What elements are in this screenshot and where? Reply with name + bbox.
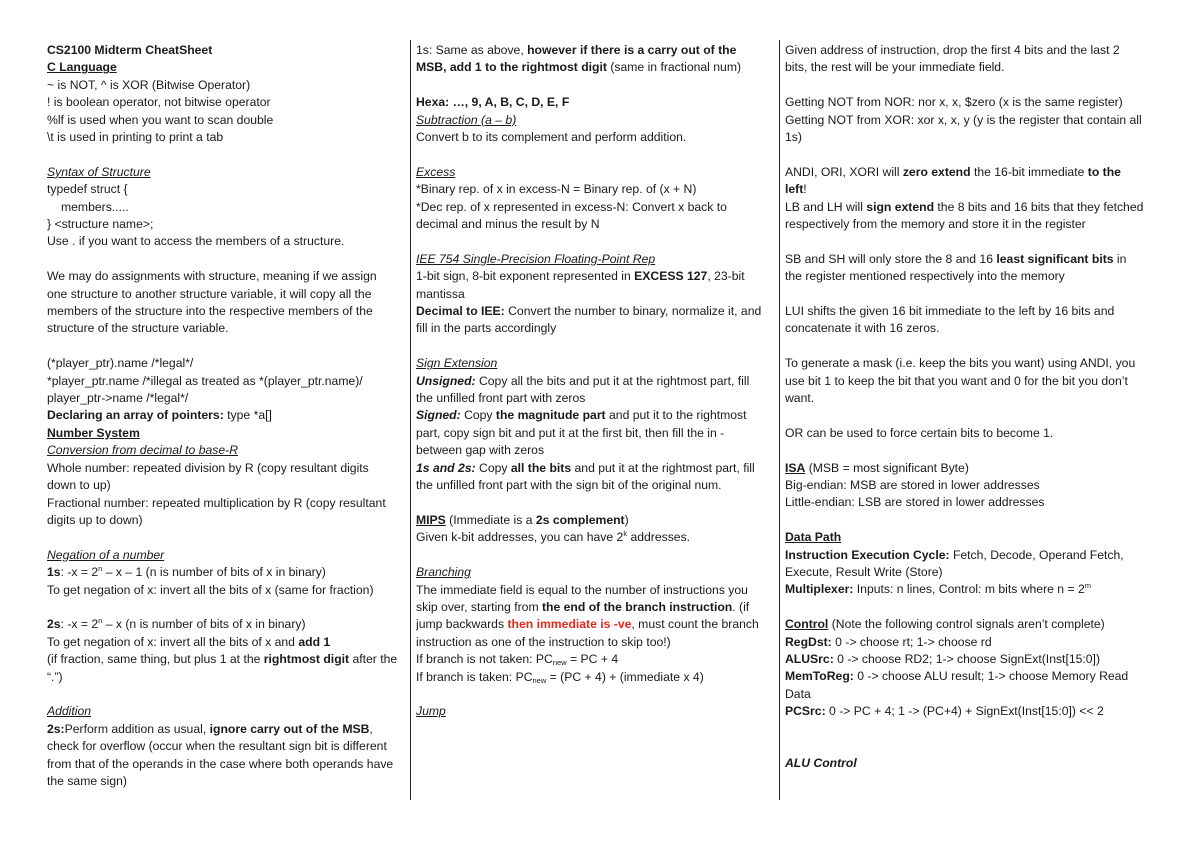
- ones-addition-paragraph: [416, 42, 766, 77]
- add-2s-emphasis: ignore carry out of the MSB: [209, 721, 370, 736]
- spacer: [785, 146, 1145, 163]
- not-from-nor-note: Getting NOT from NOR: nor x, x, $zero (x is the same register): [785, 95, 1123, 110]
- ones-twos-label: 1s and 2s:: [416, 460, 476, 475]
- dec-to-iee-label: Decimal to IEE:: [416, 304, 505, 319]
- regdst-text: 0 -> choose rt; 1-> choose rd: [831, 634, 992, 649]
- k-bit-addresses-note: [416, 529, 766, 546]
- column-divider-1: [410, 40, 411, 800]
- spacer: [47, 338, 400, 355]
- branching-heading: Branching: [416, 565, 471, 580]
- spacer: [785, 286, 1145, 303]
- iee-part: , 23-bit mantissa: [416, 269, 745, 301]
- ones-twos-part: Copy: [475, 460, 511, 475]
- decimal-to-iee-note: [416, 303, 766, 338]
- twos-invert-note: [47, 634, 400, 651]
- taken-part: = (PC + 4) + (immediate x 4): [546, 669, 704, 684]
- ones-exponent: n: [98, 564, 103, 574]
- sb-emphasis: least significant bits: [996, 251, 1114, 266]
- lb-part: the 8 bits and 16 bits that they fetched respectively from the memory and store it in the register: [785, 199, 1144, 232]
- andi-part: !: [803, 182, 807, 197]
- conversion-heading: Conversion from decimal to base-R: [47, 443, 239, 458]
- spacer: [416, 686, 766, 703]
- hexa-line: Hexa: …, 9, A, B, C, D, E, F: [416, 95, 570, 110]
- spacer: [416, 233, 766, 250]
- twos-label: 2s: [47, 617, 61, 632]
- mux-text: Inputs: n lines, Control: m bits where n = 2: [853, 582, 1085, 597]
- lui-note: LUI shifts the given 16 bit immediate to the left by 16 bits and concatenate it with 16 zeros.: [785, 304, 1115, 336]
- isa-note: (MSB = most significant Byte): [805, 460, 969, 475]
- andi-part: ANDI, ORI, XORI will: [785, 164, 903, 179]
- pcsrc-signal: [785, 703, 1145, 720]
- isa-heading-line: [785, 460, 1145, 477]
- spacer: [785, 442, 1145, 459]
- mux-exponent: m: [1084, 581, 1091, 591]
- branching-emphasis: the end of the branch instruction: [541, 599, 733, 614]
- unsigned-note: [416, 373, 766, 408]
- addition-heading: Addition: [47, 704, 92, 719]
- control-heading-line: [785, 616, 1145, 633]
- subtraction-heading: Subtraction (a – b): [416, 112, 517, 127]
- column-2: [416, 42, 766, 802]
- branching-part: The immediate field is equal to the number of instructions you skip over, starting from: [416, 582, 748, 614]
- not-xor-note: ~ is NOT, ^ is XOR (Bitwise Operator): [47, 77, 251, 92]
- kbit-part: addresses.: [627, 530, 691, 545]
- alu-control-heading: ALU Control: [785, 756, 857, 771]
- twos-frac-part: after the “.”): [47, 652, 398, 684]
- ones-complement-formula: [47, 564, 400, 581]
- sb-part: in the register mentioned respectively into the memory: [785, 251, 1127, 284]
- signed-emphasis: the magnitude part: [495, 408, 606, 423]
- negation-heading: Negation of a number: [47, 547, 165, 562]
- multiplexer-note: [785, 581, 1145, 598]
- andi-emphasis: zero extend: [902, 164, 971, 179]
- signed-part: and put it to the rightmost part, copy sign bit and put it at the first bit, then fill the in - between gap with zeros: [416, 408, 747, 458]
- not-from-xor-note: Getting NOT from XOR: xor x, x, y (y is the register that contain all 1s): [785, 112, 1142, 145]
- ones-add-part: (same in fractional num): [606, 60, 742, 75]
- little-endian-note: Little-endian: LSB are stored in lower addresses: [785, 495, 1045, 510]
- boolean-operator-note: ! is boolean operator, not bitwise operator: [47, 95, 271, 110]
- alusrc-signal: [785, 651, 1145, 668]
- control-heading: Control: [785, 617, 829, 632]
- spacer: [416, 495, 766, 512]
- tab-print-note: \t is used in printing to print a tab: [47, 130, 224, 145]
- spacer: [47, 146, 400, 163]
- twos-formula-part: : -x = 2: [60, 617, 99, 632]
- column-3: [785, 42, 1145, 802]
- number-system-heading: Number System: [47, 425, 140, 440]
- sb-part: SB and SH will only store the 8 and 16: [785, 251, 997, 266]
- alusrc-text: 0 -> choose RD2; 1-> choose SignExt(Inst[15:0]): [833, 652, 1100, 667]
- iee-part: 1-bit sign, 8-bit exponent represented in: [416, 269, 635, 284]
- column-1: [47, 42, 400, 802]
- excess-decimal-note: *Dec rep. of x represented in excess-N: Convert x back to decimal and minus the result by N: [416, 199, 727, 232]
- mux-label: Multiplexer:: [785, 582, 854, 597]
- spacer: [785, 233, 1145, 250]
- ones-formula-part: : -x = 2: [60, 565, 99, 580]
- array-pointers-value: type *a[]: [223, 408, 272, 423]
- branching-paragraph: [416, 582, 766, 652]
- ones-add-emphasis: however if there is a carry out of the MSB, add 1 to the rightmost digit: [416, 43, 737, 75]
- spacer: [785, 77, 1145, 94]
- iec-text: Fetch, Decode, Operand Fetch, Execute, Result Write (Store): [785, 547, 1124, 580]
- unsigned-text: Copy all the bits and put it at the rightmost part, fill the unfilled front part with zeros: [416, 373, 750, 406]
- ones-label: 1s: [47, 565, 61, 580]
- kbit-part: Given k-bit addresses, you can have 2: [416, 530, 624, 545]
- excess-binary-note: *Binary rep. of x in excess-N = Binary rep. of (x + N): [416, 182, 697, 197]
- not-taken-part: = PC + 4: [566, 652, 619, 667]
- lb-emphasis: sign extend: [866, 199, 935, 214]
- iee-emphasis: EXCESS 127: [634, 269, 708, 284]
- subtraction-note: Convert b to its complement and perform addition.: [416, 130, 687, 145]
- ones-twos-emphasis: all the bits: [510, 460, 572, 475]
- spacer: [47, 599, 400, 616]
- memtoreg-text: 0 -> choose ALU result; 1-> choose Memory Read Data: [785, 669, 1129, 701]
- kbit-exponent: k: [623, 529, 628, 539]
- whole-number-note: Whole number: repeated division by R (copy resultant digits down to up): [47, 460, 369, 493]
- fractional-number-note: Fractional number: repeated multiplication by R (copy resultant digits up to down): [47, 495, 386, 527]
- lb-part: LB and LH will: [785, 199, 867, 214]
- c-language-heading: C Language: [47, 60, 117, 75]
- syntax-structure-heading: Syntax of Structure: [47, 164, 151, 179]
- isa-heading: ISA: [785, 460, 806, 475]
- page-title: CS2100 Midterm CheatSheet: [47, 43, 213, 57]
- iee-format-note: [416, 268, 766, 303]
- andi-emphasis: to the left: [785, 164, 1121, 197]
- signed-note: [416, 407, 766, 459]
- regdst-label: RegDst:: [785, 634, 832, 649]
- big-endian-note: Big-endian: MSB are stored in lower addresses: [785, 478, 1040, 493]
- branching-part: , must count the branch instruction as one of the instruction to skip too!): [416, 617, 759, 649]
- twos-frac-emphasis: rightmost digit: [263, 652, 350, 667]
- taken-part: If branch is taken: PC: [416, 669, 533, 684]
- twos-fraction-note: [47, 651, 400, 686]
- twos-formula-part: – x (n is number of bits of x in binary): [102, 617, 306, 632]
- spacer: [416, 338, 766, 355]
- ptr-illegal-line: *player_ptr.name /*illegal as treated as *(player_ptr.name)/: [47, 373, 363, 388]
- spacer: [416, 146, 766, 163]
- spacer: [785, 338, 1145, 355]
- pcsrc-text: 0 -> PC + 4; 1 -> (PC+4) + SignExt(Inst[15:0]) << 2: [825, 704, 1104, 719]
- mips-part: ): [624, 512, 629, 527]
- twos-complement-formula: [47, 616, 400, 633]
- array-pointers-line: [47, 407, 400, 424]
- dot-access-note: Use . if you want to access the members of a structure.: [47, 234, 345, 249]
- data-path-heading: Data Path: [785, 530, 842, 545]
- branch-taken-formula: [416, 669, 766, 686]
- branch-not-taken-formula: [416, 651, 766, 668]
- spacer: [785, 512, 1145, 529]
- ones-formula-part: – x – 1 (n is number of bits of x in binary): [102, 565, 326, 580]
- taken-subscript: new: [532, 675, 547, 685]
- jump-description: Given address of instruction, drop the first 4 bits and the last 2 bits, the rest will be your immediate field.: [785, 43, 1120, 75]
- twos-invert-part: To get negation of x: invert all the bits of x and: [47, 634, 299, 649]
- signed-label: Signed:: [416, 408, 461, 423]
- mips-part: (Immediate is a: [445, 512, 536, 527]
- spacer: [47, 686, 400, 703]
- andi-extend-note: [785, 164, 1145, 199]
- not-taken-subscript: new: [552, 658, 567, 668]
- struct-name-line: } <structure name>;: [47, 217, 154, 232]
- typedef-line: typedef struct {: [47, 182, 128, 197]
- alusrc-label: ALUSrc:: [785, 652, 834, 667]
- ones-add-part: 1s: Same as above,: [416, 43, 528, 57]
- twos-exponent: n: [98, 616, 103, 626]
- mips-heading: MIPS: [416, 512, 446, 527]
- members-line: members.....: [61, 199, 129, 214]
- not-taken-part: If branch is not taken: PC: [416, 652, 553, 667]
- mips-emphasis: 2s complement: [535, 512, 625, 527]
- twos-invert-emphasis: add 1: [298, 634, 331, 649]
- spacer: [785, 738, 1145, 755]
- ones-twos-extension-note: [416, 460, 766, 495]
- spacer: [416, 77, 766, 94]
- spacer: [785, 599, 1145, 616]
- spacer: [785, 721, 1145, 738]
- signed-part: Copy: [460, 408, 496, 423]
- execution-cycle-note: [785, 547, 1145, 582]
- add-2s-part: , check for overflow (occur when the resultant sign bit is different from that of the operands in the case where both operands have the same sign): [47, 721, 394, 788]
- iec-label: Instruction Execution Cycle:: [785, 547, 950, 562]
- pcsrc-label: PCSrc:: [785, 704, 826, 719]
- andi-part: the 16-bit immediate: [970, 164, 1088, 179]
- ones-twos-part: and put it at the rightmost part, fill the unfilled front part with the sign bit of the original num.: [416, 460, 755, 493]
- dec-to-iee-text: Convert the number to binary, normalize it, and fill in the parts accordingly: [416, 304, 762, 336]
- excess-heading: Excess: [416, 164, 456, 179]
- add-2s-label: 2s:: [47, 721, 65, 736]
- column-divider-2: [779, 40, 780, 800]
- branching-part: . (if jump backwards: [416, 599, 750, 632]
- lb-lh-note: [785, 199, 1145, 234]
- spacer: [47, 251, 400, 268]
- unsigned-label: Unsigned:: [416, 373, 476, 388]
- lf-scan-note: %lf is used when you want to scan double: [47, 112, 274, 127]
- regdst-signal: [785, 634, 1145, 651]
- twos-frac-part: (if fraction, same thing, but plus 1 at the: [47, 652, 264, 667]
- control-note: (Note the following control signals aren’t complete): [828, 617, 1105, 632]
- array-pointers-label: Declaring an array of pointers:: [47, 408, 224, 423]
- twos-addition-paragraph: [47, 721, 400, 791]
- ones-invert-note: To get negation of x: invert all the bits of x (same for fraction): [47, 582, 374, 597]
- spacer: [47, 529, 400, 546]
- ptr-arrow-line: player_ptr->name /*legal*/: [47, 391, 189, 406]
- add-2s-part: Perform addition as usual,: [64, 721, 210, 736]
- spacer: [416, 547, 766, 564]
- mask-note: To generate a mask (i.e. keep the bits you want) using ANDI, you use bit 1 to keep the bit that you want and 0 for the bit you don’t want.: [785, 356, 1136, 406]
- spacer: [785, 407, 1145, 424]
- mips-heading-line: [416, 512, 766, 529]
- jump-heading: Jump: [416, 704, 446, 719]
- ptr-legal-line: (*player_ptr).name /*legal*/: [47, 356, 194, 371]
- sb-sh-note: [785, 251, 1145, 286]
- struct-assignment-paragraph: We may do assignments with structure, meaning if we assign one structure to another structure variable, it will copy all the members of the structure into the respective members of the structure of the structure variable.: [47, 269, 377, 336]
- sign-extension-heading: Sign Extension: [416, 356, 498, 371]
- memtoreg-signal: [785, 668, 1145, 703]
- branching-warning: then immediate is -ve: [507, 617, 632, 632]
- or-force-note: OR can be used to force certain bits to become 1.: [785, 425, 1054, 440]
- memtoreg-label: MemToReg:: [785, 669, 854, 684]
- iee-heading: IEE 754 Single-Precision Floating-Point Rep: [416, 251, 656, 266]
